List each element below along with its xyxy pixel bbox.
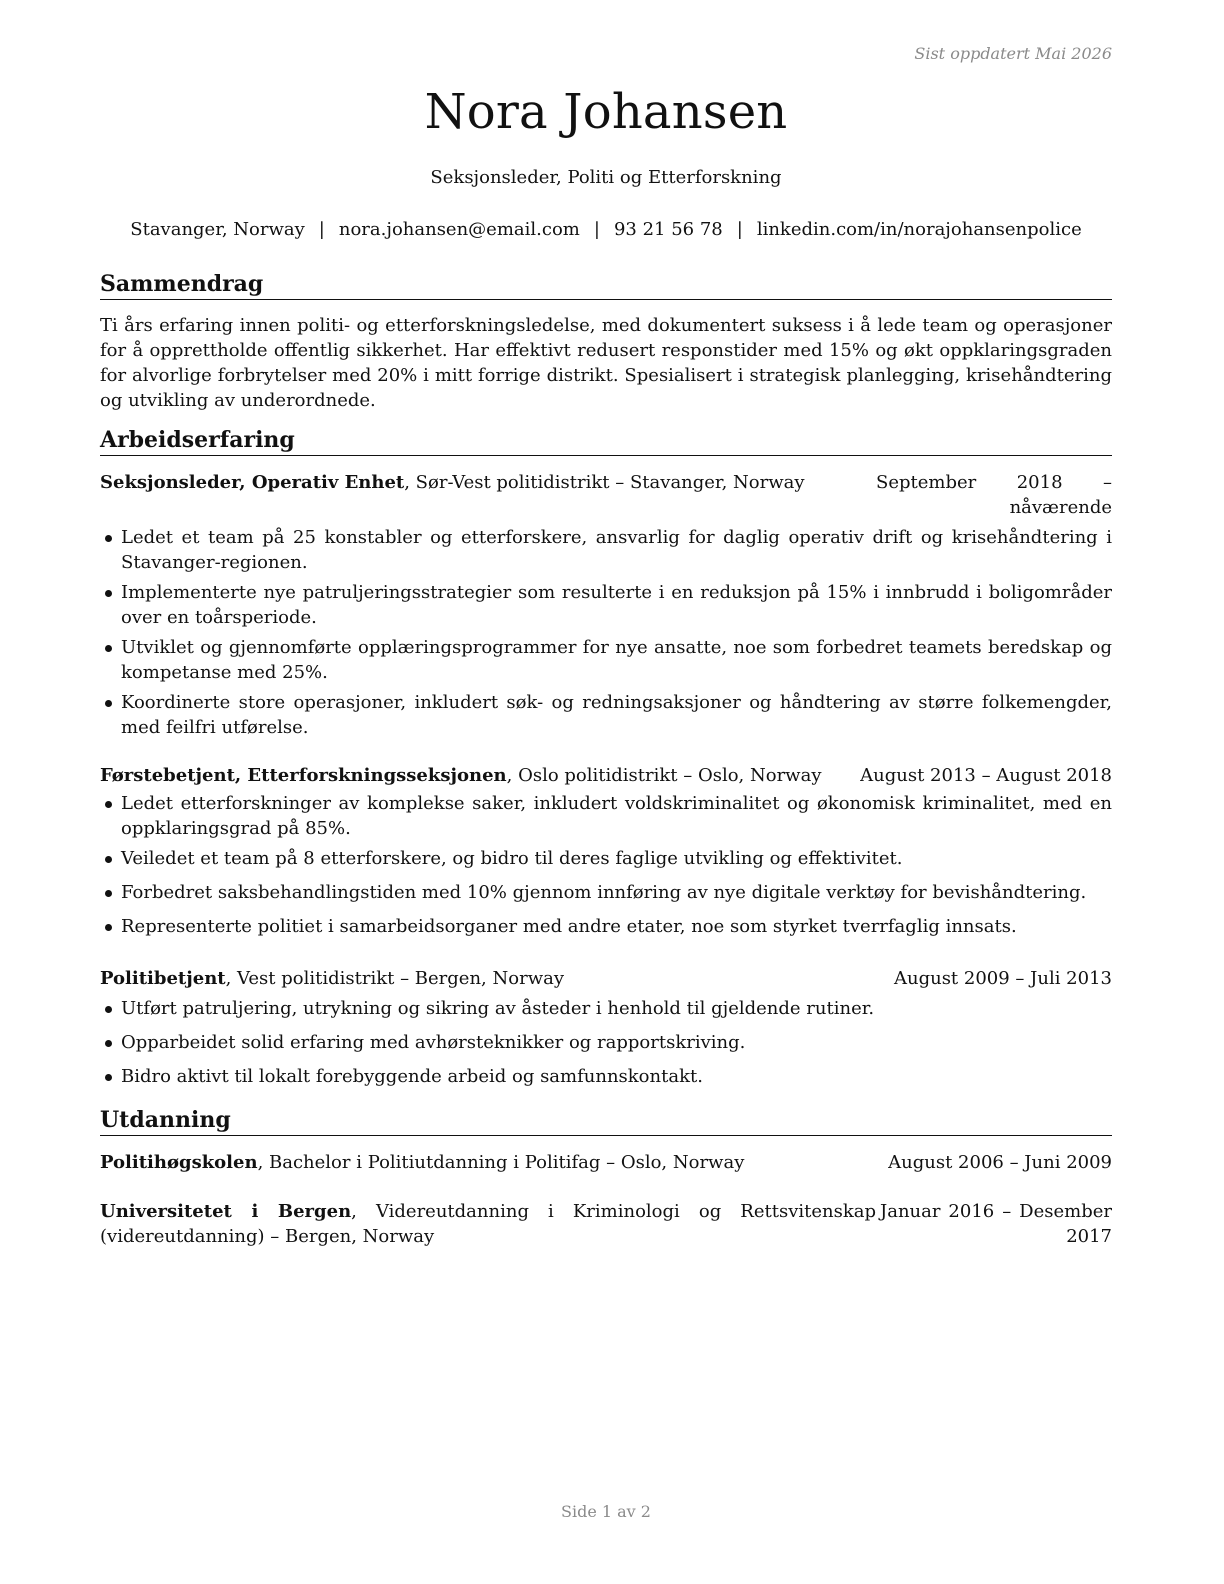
resume-body [100, 270, 1112, 1249]
job-entry [100, 763, 1112, 939]
contact-separator: | [593, 219, 600, 240]
contact-line [0, 219, 1212, 240]
job-role: Førstebetjent, Etterforskningsseksjonen [100, 765, 507, 786]
job-org: , Vest politidistrikt – Bergen, Norway [225, 968, 564, 989]
contact-separator: | [318, 219, 325, 240]
job-header [100, 470, 1112, 520]
section-title-education: Utdanning [100, 1106, 1112, 1136]
experience-section [100, 426, 1112, 1089]
job-bullet: Representerte politiet i samarbeidsorganer med andre etater, noe som styrket tverrfaglig innsats. [100, 914, 1112, 939]
education-detail: , Videreutdanning i Kriminologi og Rettsvitenskap (videreutdanning) – Bergen, Norway [100, 1201, 876, 1247]
education-dates: Januar 2016 – Desember 2017 [880, 1201, 1112, 1247]
job-org: , Oslo politidistrikt – Oslo, Norway [506, 765, 822, 786]
education-entry [100, 1150, 1112, 1175]
education-school: Politihøgskolen [100, 1152, 258, 1173]
job-bullet: Ledet et team på 25 konstabler og etterforskere, ansvarlig for daglig operativ drift og krisehåndtering i Stavanger-regionen. [100, 525, 1112, 575]
education-school: Universitetet i Bergen [100, 1201, 352, 1222]
education-section [100, 1106, 1112, 1249]
job-dates: September 2018 – nåværende [876, 472, 1112, 518]
section-title-experience: Arbeidserfaring [100, 426, 1112, 456]
job-bullet: Utført patruljering, utrykning og sikring av åsteder i henhold til gjeldende rutiner. [100, 996, 1112, 1021]
job-bullet: Utviklet og gjennomførte opplæringsprogrammer for nye ansatte, noe som forbedret teamets beredskap og kompetanse med 25%. [100, 635, 1112, 685]
last-updated-note: Sist oppdatert Mai 2026 [914, 44, 1112, 63]
contact-linkedin[interactable]: linkedin.com/in/norajohansenpolice [756, 219, 1082, 240]
job-bullets [100, 525, 1112, 740]
contact-email[interactable]: nora.johansen@email.com [338, 219, 580, 240]
candidate-name: Nora Johansen [424, 84, 788, 140]
job-bullet: Veiledet et team på 8 etterforskere, og bidro til deres faglige utvikling og effektivitet. [100, 846, 1112, 871]
job-bullet: Implementerte nye patruljeringsstrategier som resulterte i en reduksjon på 15% i innbrudd i boligområder over en toårsperiode. [100, 580, 1112, 630]
section-title-summary: Sammendrag [100, 270, 1112, 300]
job-bullets [100, 996, 1112, 1089]
job-entry [100, 966, 1112, 1089]
job-role: Seksjonsleder, Operativ Enhet [100, 472, 405, 493]
summary-section [100, 270, 1112, 413]
job-bullets [100, 791, 1112, 939]
contact-phone: 93 21 56 78 [613, 219, 723, 240]
education-detail: , Bachelor i Politiutdanning i Politifag – Oslo, Norway [257, 1152, 745, 1173]
job-header [100, 966, 1112, 991]
job-dates: August 2013 – August 2018 [860, 765, 1112, 786]
job-bullet: Opparbeidet solid erfaring med avhørsteknikker og rapportskriving. [100, 1030, 1112, 1055]
education-dates: August 2006 – Juni 2009 [888, 1152, 1112, 1173]
job-dates: August 2009 – Juli 2013 [893, 968, 1112, 989]
job-bullet: Forbedret saksbehandlingstiden med 10% gjennom innføring av nye digitale verktøy for bevishåndtering. [100, 880, 1112, 905]
candidate-headline: Seksjonsleder, Politi og Etterforskning [430, 167, 782, 188]
job-org: , Sør-Vest politidistrikt – Stavanger, Norway [404, 472, 805, 493]
contact-separator: | [736, 219, 743, 240]
job-entry [100, 470, 1112, 740]
job-header [100, 763, 1112, 788]
job-bullet: Bidro aktivt til lokalt forebyggende arbeid og samfunnskontakt. [100, 1064, 1112, 1089]
contact-location: Stavanger, Norway [130, 219, 305, 240]
summary-text: Ti års erfaring innen politi- og etterforskningsledelse, med dokumentert suksess i å lede team og operasjoner for å opprettholde offentlig sikkerhet. Har effektivt redusert responstider med 15% og økt oppklaringsgraden for alvorlige forbrytelser med 20% i mitt forrige distrikt. Spesialisert i strategisk planlegging, krisehåndtering og utvikling av underordnede. [100, 315, 1112, 411]
job-bullet: Koordinerte store operasjoner, inkludert søk- og redningsaksjoner og håndtering av større folkemengder, med feilfri utførelse. [100, 690, 1112, 740]
job-role: Politibetjent [100, 968, 226, 989]
education-entry [100, 1199, 1112, 1249]
job-bullet: Ledet etterforskninger av komplekse saker, inkludert voldskriminalitet og økonomisk kriminalitet, med en oppklaringsgrad på 85%. [100, 791, 1112, 841]
page-number: Side 1 av 2 [561, 1502, 651, 1521]
